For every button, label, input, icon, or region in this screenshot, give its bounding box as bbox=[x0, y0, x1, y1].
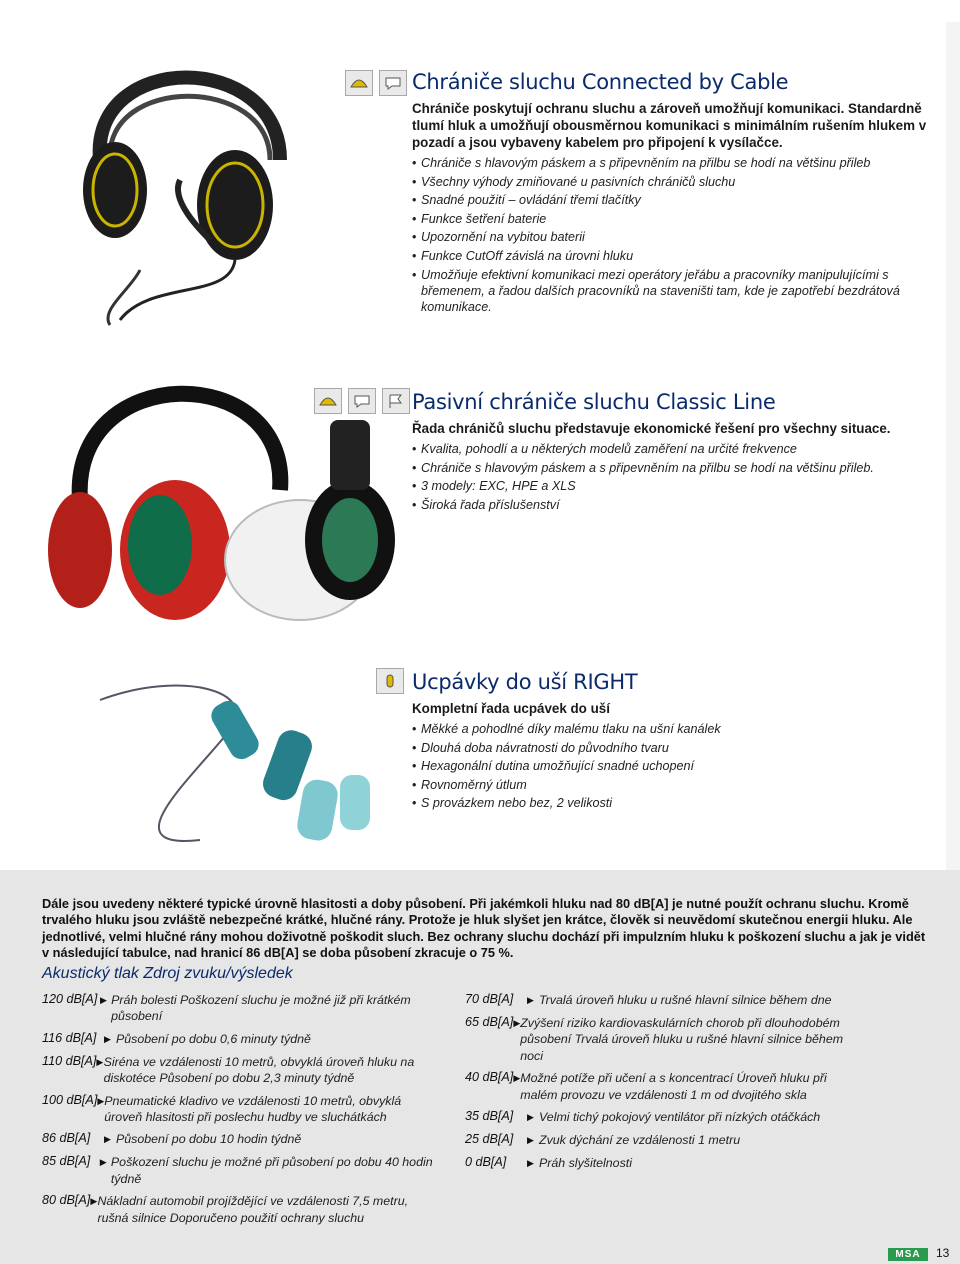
row-description: Poškození sluchu je možné při působení po dobu 40 hodin týdně bbox=[110, 1155, 433, 1186]
db-level: 116 dB[A] bbox=[42, 1030, 97, 1045]
arrow-icon: ▶ bbox=[99, 1157, 107, 1168]
section-lead: Řada chráničů sluchu představuje ekonomické řešení pro všechny situace. bbox=[412, 421, 891, 436]
row-description: Působení po dobu 10 hodin týdně bbox=[116, 1132, 302, 1147]
db-level: 70 dB[A] bbox=[465, 992, 514, 1006]
arrow-icon: ▶ bbox=[104, 1033, 111, 1044]
table-row bbox=[42, 1093, 442, 1126]
db-level: 40 dB[A] bbox=[465, 1070, 514, 1085]
table-row bbox=[465, 1070, 865, 1103]
db-level: 35 dB[A] bbox=[465, 1109, 514, 1124]
db-level: 120 dB[A] bbox=[42, 992, 98, 1006]
db-level: 0 dB[A] bbox=[465, 1155, 507, 1170]
db-level: 80 dB[A] bbox=[42, 1193, 91, 1208]
row-description: Práh slyšitelnosti bbox=[539, 1156, 632, 1171]
speech-icon bbox=[379, 70, 407, 96]
list-item: • Chrániče s hlavovým páskem a s připevněním na přilbu se hodí na většinu přileb bbox=[412, 155, 942, 171]
row-description: Práh bolesti Poškození sluchu je možné již při krátkém působení bbox=[111, 993, 411, 1024]
arrow-icon: ▶ bbox=[90, 1196, 98, 1207]
helmet-icon bbox=[345, 70, 373, 96]
row-description: Trvalá úroveň hluku u rušné hlavní silnice během dne bbox=[539, 993, 832, 1007]
table-row bbox=[42, 1193, 442, 1226]
table-row bbox=[42, 1031, 442, 1048]
db-level: 85 dB[A] bbox=[42, 1154, 91, 1169]
msa-logo: MSA bbox=[888, 1248, 928, 1261]
section-classic-line bbox=[412, 390, 942, 515]
feature-list bbox=[412, 441, 942, 513]
speech-icon bbox=[348, 388, 376, 414]
list-item: • Široká řada příslušenství bbox=[412, 497, 942, 513]
table-row bbox=[42, 1131, 442, 1148]
row-description: Velmi tichý pokojový ventilátor při nízkých otáčkách bbox=[539, 1110, 821, 1125]
row-description: Působení po dobu 0,6 minuty týdně bbox=[116, 1031, 311, 1046]
row-description: Pneumatické kladivo ve vzdálenosti 10 metrů, obvyklá úroveň hlasitosti při poslechu hudby ve sluchátkách bbox=[104, 1093, 402, 1125]
section-connected bbox=[412, 70, 942, 317]
right-margin-strip bbox=[946, 22, 960, 870]
section-lead: Kompletní řada ucpávek do uší bbox=[412, 701, 610, 716]
arrow-icon: ▶ bbox=[527, 1135, 534, 1146]
noise-table-left bbox=[42, 992, 442, 1232]
list-item: • Chrániče s hlavovým páskem a s připevněním na přilbu se hodí na většinu přileb. bbox=[412, 460, 942, 476]
list-item: • Funkce CutOff závislá na úrovni hluku bbox=[412, 248, 942, 264]
page-number: 13 bbox=[936, 1246, 950, 1260]
arrow-icon: ▶ bbox=[513, 1073, 521, 1084]
arrow-icon: ▶ bbox=[104, 1134, 111, 1145]
earplug-icon bbox=[376, 668, 404, 694]
table-row bbox=[465, 1015, 865, 1064]
list-item: • Rovnoměrný útlum bbox=[412, 777, 942, 793]
section-earplugs bbox=[412, 670, 942, 814]
table-row bbox=[42, 992, 442, 1025]
section1-icons bbox=[345, 70, 407, 96]
feature-list bbox=[412, 721, 942, 811]
arrow-icon: ▶ bbox=[527, 1112, 534, 1123]
table-row bbox=[465, 1109, 865, 1126]
db-level: 25 dB[A] bbox=[465, 1132, 514, 1147]
list-item: • Umožňuje efektivní komunikaci mezi operátory jeřábu a pracovníky manipulujícími s břemenem, a řadou dalších pracovníků na staveništi tam, kde je zapotřebí bezdrátová komunikace. bbox=[412, 267, 942, 315]
section-title: Chrániče sluchu Connected by Cable bbox=[412, 70, 789, 94]
helmet-icon bbox=[314, 388, 342, 414]
list-item: • Snadné použití – ovládání třemi tlačítky bbox=[412, 192, 942, 208]
table-row bbox=[465, 1132, 865, 1149]
list-item: • Hexagonální dutina umožňující snadné uchopení bbox=[412, 758, 942, 774]
feature-list bbox=[412, 155, 942, 315]
table-title: Akustický tlak Zdroj zvuku/výsledek bbox=[42, 965, 293, 982]
db-level: 86 dB[A] bbox=[42, 1131, 91, 1146]
row-description: Nákladní automobil projíždějící ve vzdálenosti 7,5 metru, rušná silnice Doporučeno použití ochrany sluchu bbox=[97, 1194, 409, 1225]
list-item: • Měkké a pohodlné díky malému tlaku na ušní kanálek bbox=[412, 721, 942, 737]
arrow-icon: ▶ bbox=[513, 1018, 521, 1028]
headset-cable-image bbox=[60, 30, 320, 330]
row-description: Zvýšení riziko kardiovaskulárních chorob při dlouhodobém působení Trvalá úroveň hluku u rušné hlavní silnice během noci bbox=[520, 1016, 844, 1063]
row-description: Siréna ve vzdálenosti 10 metrů, obvyklá úroveň hluku na diskotéce Působení po dobu 2,3 minuty týdně bbox=[103, 1054, 415, 1086]
section3-icons bbox=[376, 668, 404, 694]
table-row bbox=[465, 1155, 865, 1172]
row-description: Zvuk dýchání ze vzdálenosti 1 metru bbox=[539, 1133, 741, 1148]
list-item: • Všechny výhody zmiňované u pasivních chráničů sluchu bbox=[412, 174, 942, 190]
table-row bbox=[42, 1154, 442, 1187]
red-ear-cup-left bbox=[48, 492, 112, 608]
arrow-icon: ▶ bbox=[96, 1056, 104, 1067]
list-item: • Upozornění na vybitou baterii bbox=[412, 229, 942, 245]
section-title: Pasivní chrániče sluchu Classic Line bbox=[412, 390, 776, 414]
list-item: • Kvalita, pohodlí a u některých modelů zaměření na určité frekvence bbox=[412, 441, 942, 457]
intro-paragraph: Dále jsou uvedeny některé typické úrovně hlasitosti a doby působení. Při jakémkoli hluku nad 80 dB[A] je nutné použít ochranu sluchu. Kromě trvalého hluku jsou zvláště nebezpečné krátké, hlučné rány. Protože je hluk slyšet jen krátce, člověk si neuvědomí skutečnou energii hluku. Ale jednotlivé, velmi hlučné rány mohou doživotně poškodit sluch. Bez ochrany sluchu dochází při impulzním hluku k poškození sluchu a jak je vidět v následující tabulce, nad hranicí 86 dB[A] se doba působení zkracuje o 75 %. bbox=[42, 896, 926, 961]
section-title: Ucpávky do uší RIGHT bbox=[412, 670, 638, 694]
db-level: 65 dB[A] bbox=[465, 1015, 514, 1029]
noise-table-right bbox=[465, 992, 865, 1178]
row-description: Možné potíže při učení a s koncentrací Úroveň hluku při malém provozu ve vzdálenosti 1 m od dvojitého skla bbox=[520, 1071, 827, 1102]
arrow-icon: ▶ bbox=[527, 1158, 534, 1169]
arrow-icon: ▶ bbox=[97, 1095, 105, 1106]
list-item: • Funkce šetření baterie bbox=[412, 211, 942, 227]
list-item: • 3 modely: EXC, HPE a XLS bbox=[412, 478, 942, 494]
arrow-icon: ▶ bbox=[99, 995, 107, 1005]
list-item: • Dlouhá doba návratnosti do původního tvaru bbox=[412, 740, 942, 756]
table-row bbox=[465, 992, 865, 1009]
table-row bbox=[42, 1054, 442, 1087]
arrow-icon: ▶ bbox=[527, 995, 534, 1005]
flag-icon bbox=[382, 388, 410, 414]
db-level: 110 dB[A] bbox=[42, 1053, 97, 1068]
section2-icons bbox=[314, 388, 410, 414]
db-level: 100 dB[A] bbox=[42, 1092, 98, 1107]
section-lead: Chrániče poskytují ochranu sluchu a zároveň umožňují komunikaci. Standardně tlumí hluk a umožňují obousměrnou komunikaci s minimálním rušením hlukem v pozadí a jsou vybaveny kabelem pro připojení k vysílačce. bbox=[412, 101, 927, 150]
earplugs-image bbox=[80, 660, 380, 860]
list-item: • S provázkem nebo bez, 2 velikosti bbox=[412, 795, 942, 811]
